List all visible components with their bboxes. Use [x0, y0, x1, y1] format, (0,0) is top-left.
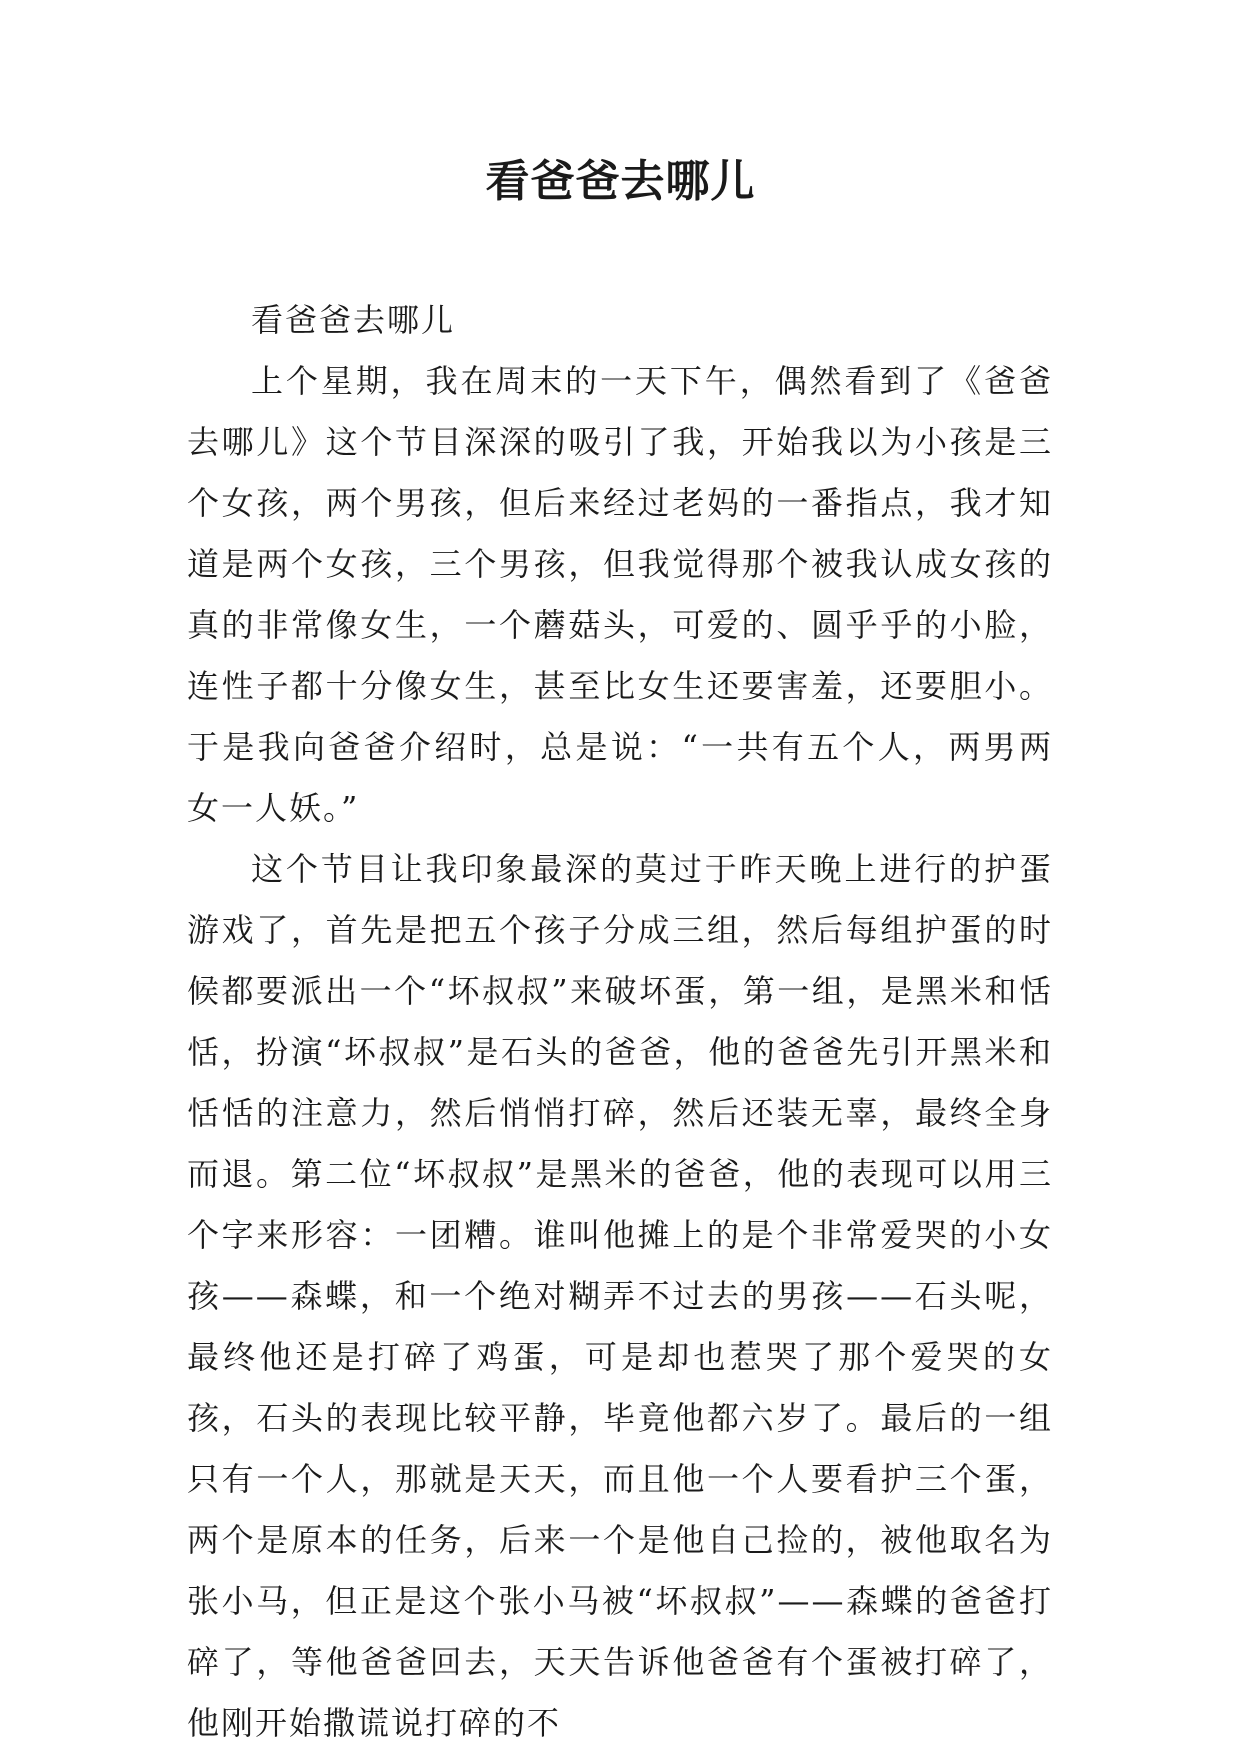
document-title: 看爸爸去哪儿	[485, 156, 756, 207]
document-body	[187, 290, 1053, 1754]
paragraph-intro: 上个星期，我在周末的一天下午，偶然看到了《爸爸去哪儿》这个节目深深的吸引了我，开始我以为小孩是三个女孩，两个男孩，但后来经过老妈的一番指点，我才知道是两个女孩，三个男孩，但我觉得那个被我认成女孩的真的非常像女生，一个蘑菇头，可爱的、圆乎乎的小脸，连性子都十分像女生，甚至比女生还要害羞，还要胆小。于是我向爸爸介绍时，总是说：“一共有五个人，两男两女一人妖。”	[187, 362, 1053, 827]
paragraph-subtitle: 看爸爸去哪儿	[251, 301, 456, 339]
paragraph-egg-game: 这个节目让我印象最深的莫过于昨天晚上进行的护蛋游戏了，首先是把五个孩子分成三组，然后每组护蛋的时候都要派出一个“坏叔叔”来破坏蛋，第一组，是黑米和恬恬，扮演“坏叔叔”是石头的爸爸，他的爸爸先引开黑米和恬恬的注意力，然后悄悄打碎，然后还装无辜，最终全身而退。第二位“坏叔叔”是黑米的爸爸，他的表现可以用三个字来形容：一团糟。谁叫他摊上的是个非常爱哭的小女孩——森蝶，和一个绝对糊弄不过去的男孩——石头呢，最终他还是打碎了鸡蛋，可是却也惹哭了那个爱哭的女孩，石头的表现比较平静，毕竟他都六岁了。最后的一组只有一个人，那就是天天，而且他一个人要看护三个蛋，两个是原本的任务，后来一个是他自己捡的，被他取名为张小马，但正是这个张小马被“坏叔叔”——森蝶的爸爸打碎了，等他爸爸回去，天天告诉他爸爸有个蛋被打碎了，他刚开始撒谎说打碎的不	[187, 850, 1053, 1742]
